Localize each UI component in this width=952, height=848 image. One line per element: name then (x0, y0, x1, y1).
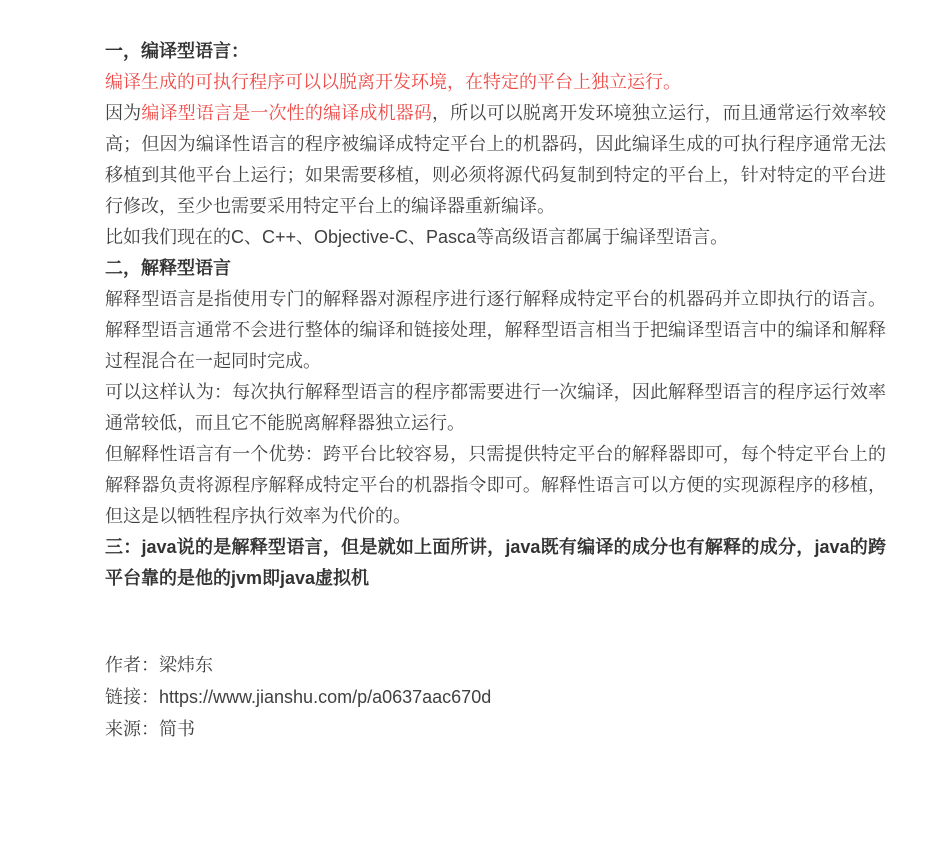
section-heading (105, 532, 886, 594)
source-label: 来源： (105, 719, 159, 739)
text-run: 因为 (105, 103, 142, 123)
text-run: 可以这样认为：每次执行解释型语言的程序都需要进行一次编译，因此解释型语言的程序运行效率通常较低，而且它不能脱离解释器独立运行。 (105, 382, 886, 433)
body-paragraph (105, 284, 886, 377)
body-paragraph (105, 67, 886, 98)
text-run: 比如我们现在的C、C++、Objective-C、Pasca等高级语言都属于编译型语言。 (105, 227, 729, 247)
author-name: 梁炜东 (159, 655, 213, 675)
link-url: https://www.jianshu.com/p/a0637aac670d (159, 687, 492, 707)
highlighted-text-run: 编译生成的可执行程序可以以脱离开发环境，在特定的平台上独立运行。 (105, 72, 681, 92)
text-run: 解释型语言是指使用专门的解释器对源程序进行逐行解释成特定平台的机器码并立即执行的语言。解释型语言通常不会进行整体的编译和链接处理，解释型语言相当于把编译型语言中的编译和解释过程混合在一起同时完成。 (105, 289, 886, 371)
section-heading (105, 253, 886, 284)
body-paragraph (105, 377, 886, 439)
text-run: 一，编译型语言： (105, 41, 249, 61)
source-name: 简书 (159, 719, 195, 739)
body-paragraph (105, 222, 886, 253)
text-run: 但解释性语言有一个优势：跨平台比较容易，只需提供特定平台的解释器即可，每个特定平台上的解释器负责将源程序解释成特定平台的机器指令即可。解释性语言可以方便的实现源程序的移植，但这是以牺牲程序执行效率为代价的。 (105, 444, 886, 526)
author-line (105, 649, 886, 681)
link-line (105, 681, 886, 713)
text-run: ，所以可以脱离开发环境独立运行，而且通常运行效率较高；但因为编译性语言的程序被编译成特定平台上的机器码，因此编译生成的可执行程序通常无法移植到其他平台上运行；如果需要移植，则必须将源代码复制到特定的平台上，针对特定的平台进行修改，至少也需要采用特定平台上的编译器重新编译。 (105, 103, 887, 216)
body-paragraph (105, 98, 886, 222)
text-run: 二，解释型语言 (105, 258, 231, 278)
text-run: 三：java说的是解释型语言，但是就如上面所讲，java既有编译的成分也有解释的成分，java的跨平台靠的是他的jvm即java虚拟机 (105, 537, 886, 588)
section-heading (105, 36, 886, 67)
link-label: 链接： (105, 687, 159, 707)
highlighted-text-run: 编译型语言是一次性的编译成机器码 (141, 103, 433, 123)
author-label: 作者： (105, 655, 159, 675)
article-paragraphs (105, 36, 886, 594)
article-body (105, 36, 886, 745)
attribution-block (105, 649, 886, 745)
source-line (105, 713, 886, 745)
body-paragraph (105, 439, 886, 532)
